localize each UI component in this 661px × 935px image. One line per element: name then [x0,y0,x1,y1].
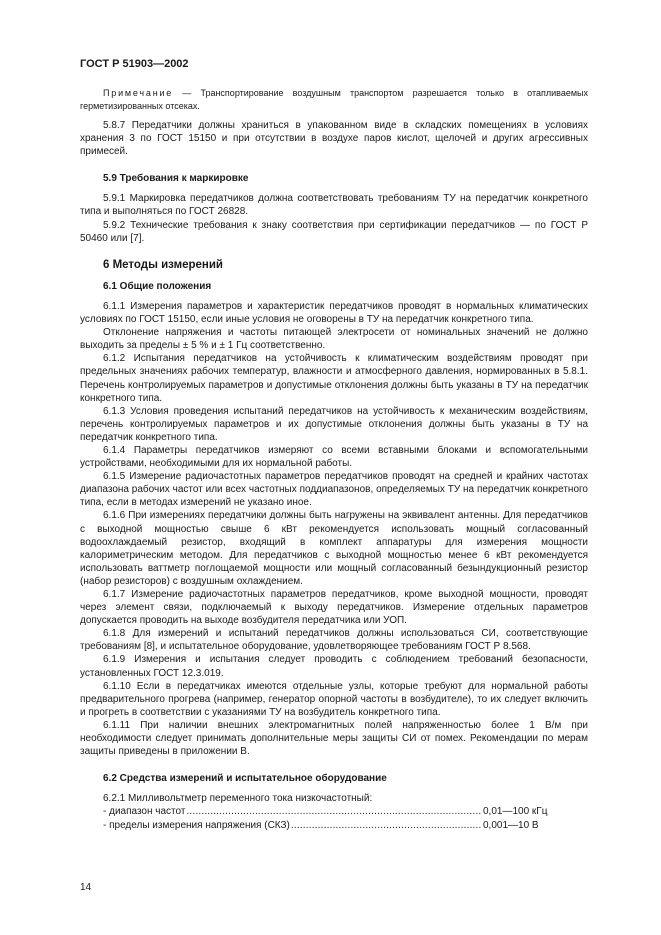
paragraph-6-1-11: 6.1.11 При наличии внешних электромагнитных полей напряженностью более 1 В/м при необходимости следует принимать дополнительные меры защиты СИ от помех. Рекомендации по мерам защиты приведены в приложении В. [80,719,588,758]
section-heading-6: 6 Методы измерений [103,258,223,271]
section-heading-6-1: 6.1 Общие положения [103,280,212,292]
paragraph-6-1-8: 6.1.8 Для измерений и испытаний передатчиков должны использоваться СИ, соответствующие требованиям [8], и испытательное оборудование, удовлетворяющее требованиям ГОСТ Р 8.568. [80,628,588,653]
paragraph-6-1-4: 6.1.4 Параметры передатчиков измеряют со всеми вставными блоками и вспомогательными устройствами, необходимыми для их нормальной работы. [80,444,588,470]
section-heading-5-9: 5.9 Требования к маркировке [103,173,249,185]
paragraph-6-1-10: 6.1.10 Если в передатчиках имеются отдельные узлы, которые требуют для нормальной работы предварительного прогрева (например, генератор опорной частоты в возбудителе), то их следует включить и прогреть в соответствии с указаниями ТУ на возбудитель конкретного типа. [80,680,588,718]
spec-label: - пределы измерения напряжения (СКЗ) [103,819,290,831]
note-label: Примечание [103,88,174,98]
note-paragraph [80,87,588,112]
paragraph-5-9-1: 5.9.1 Маркировка передатчиков должна соответствовать требованиям ТУ на передатчик конкретного типа и выполняться по ГОСТ 26828. [80,193,588,218]
spec-value: 0,01—100 кГц [483,806,548,818]
paragraph-6-1-2: 6.1.2 Испытания передатчиков на устойчивость к климатическим воздействиям проводят при предельных значениях рабочих температур, влажности и атмосферного давления, нормированных в 5.8.1. Перечень контролируемых параметров и допустимые отклонения должны быть указаны в ТУ на передатчик конкретного типа. [80,353,588,404]
leader-dots [186,805,482,818]
paragraph-6-1-1-deviation: Отклонение напряжения и частоты питающей электросети от номинальных значений не должно выходить за пределы ± 5 % и ± 1 Гц соответственно. [80,327,588,352]
note-text: — Транспортирование воздушным транспортом разрешается только в отапливаемых герметизированных отсеках. [80,88,588,111]
paragraph-6-1-5: 6.1.5 Измерение радиочастотных параметров передатчиков проводят на средней и крайних частотах диапазона рабочих частот или всех частотных поддиапазонов, определяемых ТУ на передатчик конкретного типа, если в методах измерений не указано иное. [80,471,588,509]
paragraph-6-1-3: 6.1.3 Условия проведения испытаний передатчиков на устойчивость к механическим воздействиям, перечень контролируемых параметров и их допустимые отклонения должны быть указаны в ТУ на передатчик конкретного типа. [80,405,588,443]
spec-row [80,805,588,818]
document-header: ГОСТ Р 51903—2002 [80,58,189,70]
spec-label: - диапазон частот [103,806,186,818]
leader-dots [291,819,482,832]
page-number: 14 [80,882,92,893]
paragraph-6-1-6: 6.1.6 При измерениях передатчики должны быть нагружены на эквивалент антенны. Для передатчиков с выходной мощностью свыше 6 кВт рекомендуется использовать мощный согласованный водоохлаждаемый резистор, входящий в комплект аппаратуры для измерения мощности калориметрическим методом. Для передатчиков с выходной мощностью менее 6 кВт рекомендуется использовать ваттметр поглощаемой мощности или мощный согласованный безындукционный резистор (набор резисторов) с воздушным охлаждением. [80,510,588,587]
paragraph-5-9-2: 5.9.2 Технические требования к знаку соответствия при сертификации передатчиков — по ГОСТ Р 50460 или [7]. [80,219,588,244]
paragraph-6-2-1: 6.2.1 Милливольтметр переменного тока низкочастотный: [103,793,373,805]
spec-row [80,819,588,832]
paragraph-6-1-1: 6.1.1 Измерения параметров и характеристик передатчиков проводят в нормальных климатических условиях по ГОСТ 15150, если иные условия не оговорены в ТУ на передатчик конкретного типа. [80,300,588,326]
paragraph-6-1-7: 6.1.7 Измерение радиочастотных параметров передатчиков, кроме выходной мощности, проводят через элемент связи, подключаемый к выходу передатчиков. Измерение отдельных параметров допускается проводить на выходе возбудителя передатчика или УОП. [80,589,588,627]
paragraph-5-8-7: 5.8.7 Передатчики должны храниться в упакованном виде в складских помещениях в условиях хранения 3 по ГОСТ 15150 и при отсутствии в воздухе паров кислот, щелочей и других агрессивных примесей. [80,120,588,158]
spec-value: 0,001—10 В [483,819,539,831]
section-heading-6-2: 6.2 Средства измерений и испытательное оборудование [103,773,387,785]
document-body [80,87,588,832]
paragraph-6-1-9: 6.1.9 Измерения и испытания следует проводить с соблюдением требований безопасности, установленных ГОСТ 12.3.019. [80,654,588,679]
